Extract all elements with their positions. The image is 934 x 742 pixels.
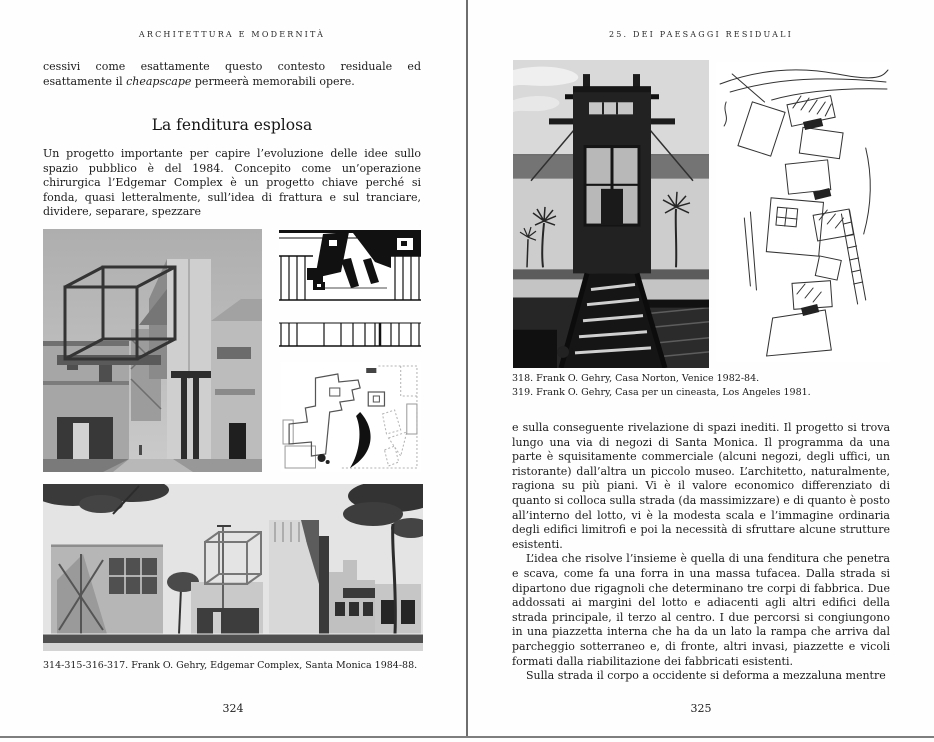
edgemar-elevation-drawing-svg	[279, 230, 421, 304]
caption-edgemar: 314-315-316-317. Frank O. Gehry, Edgemar Complex, Santa Monica 1984-88.	[43, 660, 418, 671]
running-head-left: ARCHITETTURA E MODERNITÀ	[138, 30, 326, 39]
edgemar-courtyard-photo-svg	[43, 229, 262, 472]
edgemar-courtyard-photo	[43, 229, 262, 472]
casa-norton-photo-svg	[513, 60, 709, 368]
caption-casa-norton: 318. Frank O. Gehry, Casa Norton, Venice 1982-84.	[512, 373, 760, 384]
page-right	[468, 0, 934, 736]
right-paragraph-2: L’idea che risolve l’insieme è quella di una fenditura che penetra e scava, come fa una forra in una massa tufacea. Dalla strada si dipartono due rigagnoli che determinano tre corpi di fabbrica. Due addossati ai margini del lotto e adiacenti agli altri edifici della strada principale, il terzo al centro. I due percorsi si congiungono in una piazzetta interna che ha da un lato la rampa che arriva dal parcheggio sotterraneo e, di fronte, altri invasi, piazzette e vicoli formati dalla riabilitazione dei fabbricati esistenti.	[512, 552, 890, 668]
section-heading: La fenditura esplosa	[151, 116, 313, 134]
cineasta-sketch-drawing	[716, 62, 890, 362]
running-head-right: 25. DEI PAESAGGI RESIDUALI	[608, 30, 794, 39]
casa-norton-photo	[513, 60, 709, 368]
edgemar-site-plan-drawing	[281, 362, 421, 472]
edgemar-site-plan-svg	[281, 362, 421, 472]
edgemar-street-elevation-svg	[279, 320, 421, 350]
edgemar-elevation-drawing	[279, 230, 421, 304]
intro-text-italic: cheapscape	[126, 74, 192, 88]
edgemar-street-elevation-drawing	[279, 320, 421, 350]
page-number-left: 324	[222, 702, 244, 715]
cineasta-sketch-svg	[716, 62, 890, 362]
page-bottom-edge	[0, 736, 934, 738]
right-paragraph-1: e sulla conseguente rivelazione di spazi inediti. Il progetto si trova lungo una via di negozi di Santa Monica. Il programma da una parte è squisitamente commerciale (alcuni negozi, degli uffici, un ristorante) dall’altra un piccolo museo. L’architetto, naturalmente, ragiona su più piani. Vi è il valore economico differenziato di quanto si colloca sulla strada (da massimizzare) e di quanto è posto all’interno del lotto, vi è la modesta scala e l’immagine ordinaria degli edifici limitrofi e poi la necessità di sfruttare alcune strutture esistenti.	[512, 421, 890, 551]
page-left	[0, 0, 466, 736]
captions-right	[512, 372, 902, 399]
caption-casa-cineasta: 319. Frank O. Gehry, Casa per un cineasta, Los Angeles 1981.	[512, 386, 811, 398]
right-body-text	[512, 421, 890, 684]
left-body-paragraph: Un progetto importante per capire l’evoluzione delle idee sullo spazio pubblico è del 1984. Concepito come un’operazione chirurgica l’Edgemar Complex è un progetto chiave perché si fonda, quasi letteralmente, sull’idea di frattura e sul tranciare, dividere, separare, spezzare	[43, 147, 421, 219]
edgemar-street-photo-svg	[43, 484, 423, 651]
page-number-right: 325	[690, 702, 712, 715]
page-gutter-divider	[466, 0, 468, 737]
right-paragraph-3: Sulla strada il corpo a occidente si deforma a mezzaluna mentre	[526, 669, 886, 683]
intro-text-post: permeerà memorabili opere.	[191, 74, 355, 88]
intro-paragraph	[43, 60, 421, 89]
edgemar-street-photo	[43, 484, 423, 651]
intro-text-pre: cessivi come esattamente questo contesto residuale ed esattamente il	[43, 60, 421, 88]
